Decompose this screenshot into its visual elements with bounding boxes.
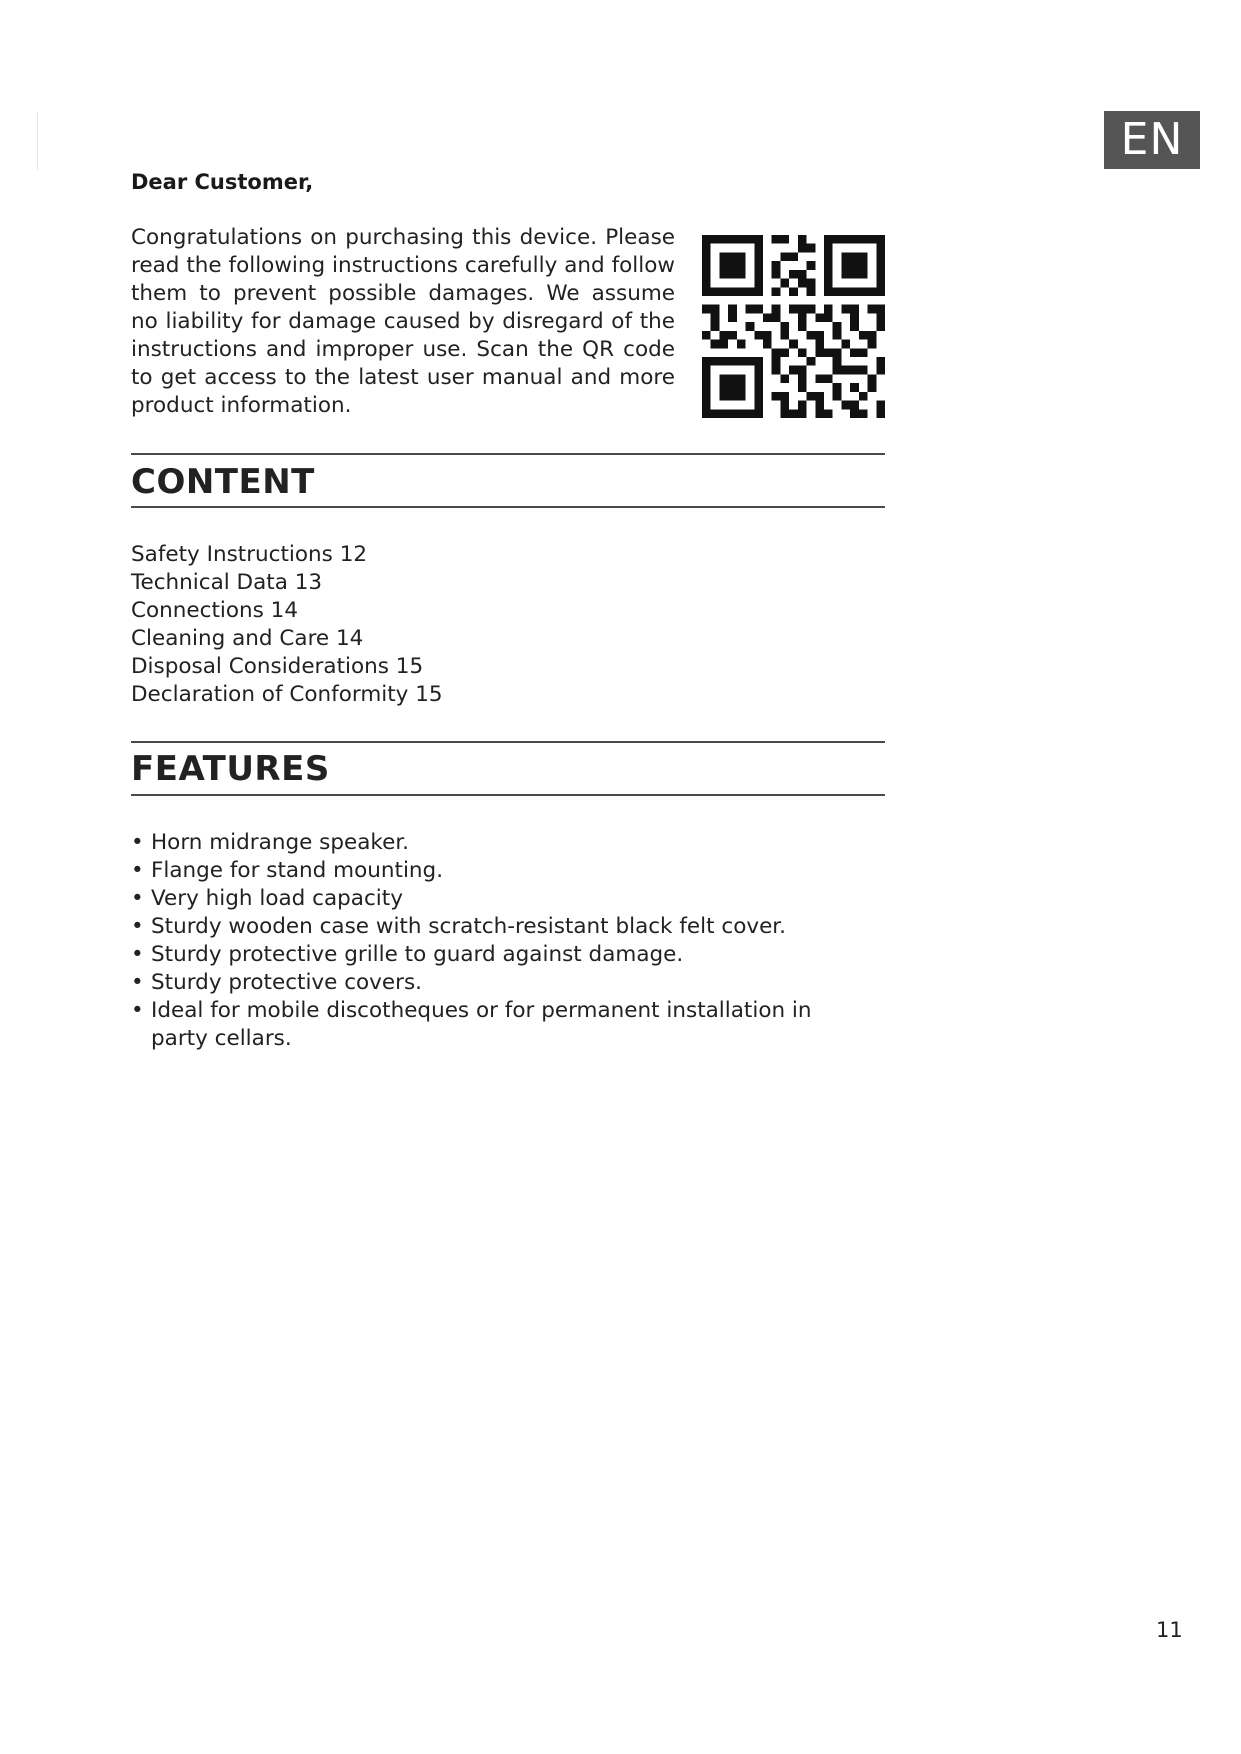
bullet: • xyxy=(131,858,144,883)
content-rule-bottom xyxy=(131,506,885,508)
features-list xyxy=(131,829,851,1053)
features-rule-bottom xyxy=(131,794,885,796)
intro-paragraph: Congratulations on purchasing this device. Please read the following instructions carefully and follow them to prevent possible damages. We assume no liability for damage caused by disregard of the instructions and improper use. Scan the QR code to get access to the latest user manual and more product information. xyxy=(131,225,675,418)
feature-text: Very high load capacity xyxy=(151,886,403,911)
feature-text: Sturdy protective grille to guard against damage. xyxy=(151,942,684,967)
margin-mark xyxy=(37,112,38,170)
table-of-contents xyxy=(131,541,443,709)
toc-item[interactable]: Technical Data 13 xyxy=(131,570,323,595)
bullet: • xyxy=(131,942,144,967)
list-item xyxy=(131,857,851,885)
bullet: • xyxy=(131,830,144,855)
list-item xyxy=(131,885,851,913)
bullet: • xyxy=(131,914,144,939)
language-badge: EN xyxy=(1104,111,1200,169)
bullet: • xyxy=(131,970,144,995)
toc-item[interactable]: Cleaning and Care 14 xyxy=(131,626,364,651)
content-title: CONTENT xyxy=(131,462,315,502)
toc-item[interactable]: Connections 14 xyxy=(131,598,299,623)
feature-text: Sturdy wooden case with scratch-resistant black felt cover. xyxy=(151,914,787,939)
qr-code-icon[interactable] xyxy=(702,235,885,418)
list-item xyxy=(131,829,851,857)
toc-item[interactable]: Safety Instructions 12 xyxy=(131,542,368,567)
list-item xyxy=(131,913,851,941)
bullet: • xyxy=(131,998,144,1023)
toc-item[interactable]: Declaration of Conformity 15 xyxy=(131,682,443,707)
feature-text: Ideal for mobile discotheques or for permanent installation in party cellars. xyxy=(151,998,812,1051)
toc-item[interactable]: Disposal Considerations 15 xyxy=(131,654,424,679)
salutation: Dear Customer, xyxy=(131,170,314,194)
page-number: 11 xyxy=(1156,1618,1183,1642)
feature-text: Horn midrange speaker. xyxy=(151,830,410,855)
content-rule-top xyxy=(131,453,885,455)
feature-text: Flange for stand mounting. xyxy=(151,858,444,883)
feature-text: Sturdy protective covers. xyxy=(151,970,423,995)
list-item xyxy=(131,997,871,1053)
features-title: FEATURES xyxy=(131,749,330,789)
bullet: • xyxy=(131,886,144,911)
features-rule-top xyxy=(131,741,885,743)
list-item xyxy=(131,941,851,969)
list-item xyxy=(131,969,851,997)
